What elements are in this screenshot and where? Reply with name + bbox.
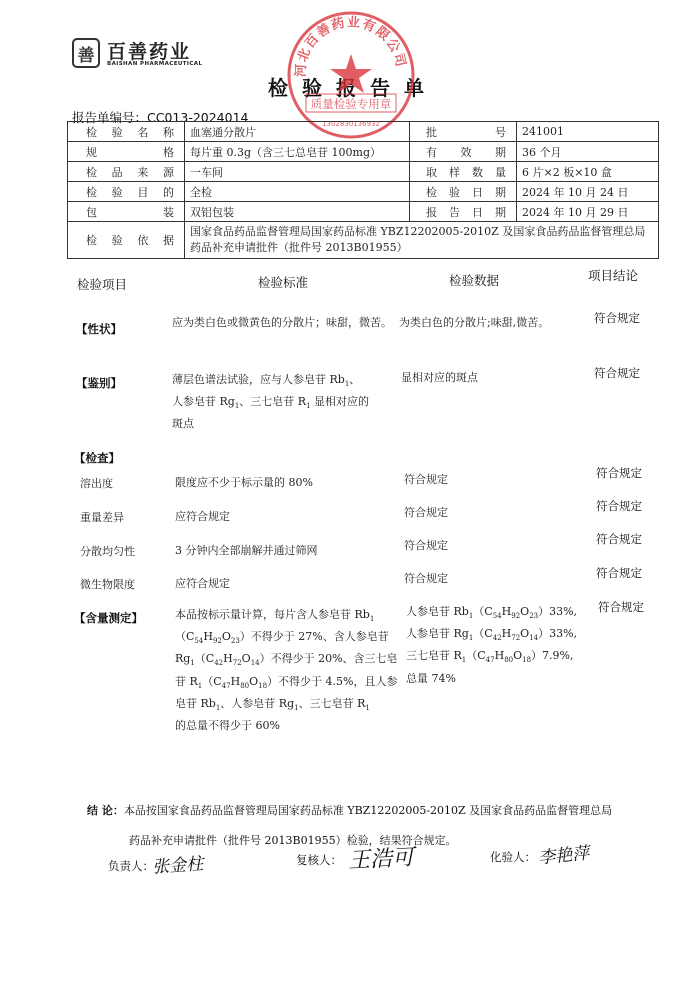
section-appearance-label: 【性状】 bbox=[76, 322, 122, 336]
dispersion-label: 分散均匀性 bbox=[80, 545, 135, 558]
microbial-standard: 应符合规定 bbox=[175, 577, 230, 590]
conclusion-text-1: 本品按国家食品药品监督管理局国家药品标准 YBZ12202005-2010Z 及国家食品药品监督管理总局 bbox=[123, 804, 613, 817]
basis-value: 国家食品药品监督管理局国家药品标准 YBZ12202005-2010Z 及国家食品药品监督管理总局药品补充申请批件（批件号 2013B01955） bbox=[185, 222, 659, 259]
package-label: 包装 bbox=[68, 202, 185, 222]
svg-text:河北百善药业有限公司: 河北百善药业有限公司 bbox=[293, 15, 409, 78]
test-date-value: 2024 年 10 月 24 日 bbox=[517, 182, 659, 202]
table-row bbox=[68, 222, 659, 259]
column-header-data: 检验数据 bbox=[449, 273, 500, 288]
logo-glyph: 善 bbox=[77, 45, 95, 66]
responsible-signature: 张金柱 bbox=[151, 854, 204, 878]
report-date-value: 2024 年 10 月 29 日 bbox=[517, 202, 659, 222]
batch-value: 241001 bbox=[517, 122, 659, 142]
identification-conclusion: 符合规定 bbox=[594, 366, 640, 380]
name-label: 检验名称 bbox=[68, 122, 185, 142]
assay-data: 人参皂苷 $Rb_1(C_{54}H_{92}O_{23})33\%$, 人参皂苷 $Rg_1(C_{42}H_{72}O_{14})33\%$, 三七皂苷 $R_1(C_{47}H_{80}O_{18})7.9\%$, 总量 74% bbox=[406, 605, 578, 685]
microbial-conclusion: 符合规定 bbox=[596, 566, 642, 580]
spec-value: 每片重 0.3g（含三七总皂苷 100mg） bbox=[185, 142, 410, 162]
source-value: 一车间 bbox=[185, 162, 410, 182]
column-header-item: 检验项目 bbox=[77, 277, 128, 292]
dispersion-data: 符合规定 bbox=[404, 539, 448, 552]
test-date-label: 检验日期 bbox=[410, 182, 517, 202]
table-row bbox=[68, 142, 659, 162]
identification-standard: 薄层色谱法试验，应与人参皂苷 $Rb_1$、 人参皂苷 $Rg_1$、三七皂苷 $R_1$ 显相对应的 斑点 bbox=[172, 373, 370, 431]
product-info-table bbox=[67, 121, 659, 259]
appearance-conclusion: 符合规定 bbox=[594, 311, 640, 325]
table-row bbox=[68, 162, 659, 182]
package-value: 双铝包装 bbox=[185, 202, 410, 222]
appearance-data: 为类白色的分散片;味甜,微苦。 bbox=[399, 316, 550, 329]
source-label: 检品来源 bbox=[68, 162, 185, 182]
table-row bbox=[68, 202, 659, 222]
dissolution-standard: 限度应不少于标示量的 80% bbox=[175, 476, 313, 489]
reviewer-signature: 王浩可 bbox=[347, 845, 415, 874]
star-icon bbox=[330, 54, 372, 93]
dissolution-conclusion: 符合规定 bbox=[596, 466, 642, 480]
company-logo bbox=[72, 38, 100, 68]
dissolution-data: 符合规定 bbox=[404, 473, 448, 486]
sample-label: 取样数量 bbox=[410, 162, 517, 182]
column-header-conclusion: 项目结论 bbox=[588, 268, 639, 283]
weight-standard: 应符合规定 bbox=[175, 510, 230, 523]
spec-label: 规格 bbox=[68, 142, 185, 162]
sample-value: 6 片×2 板×10 盒 bbox=[517, 162, 659, 182]
company-name-en: BAISHAN PHARMACEUTICAL bbox=[107, 61, 203, 67]
basis-label: 检验依据 bbox=[68, 222, 185, 259]
assay-standard: 本品按标示量计算，每片含人参皂苷 $Rb_1$ $(C_{54}H_{92}O_{23})$不得少于 27%、含人参皂苷 $Rg_1(C_{42}H_{72}O_{14})$不得少于 20%、含三七皂 苷 $R_1(C_{47}H_{80}O_{18})$不得少于 4.5%，且人参 皂苷 $Rb_1$、人参皂苷 $Rg_1$、三七皂苷 $R_1$ 的总量不得少于 60% bbox=[175, 608, 398, 732]
reviewer-label: 复核人： bbox=[296, 853, 342, 867]
appearance-standard: 应为类白色或微黄色的分散片；味甜，微苦。 bbox=[172, 316, 392, 329]
column-header-standard: 检验标准 bbox=[258, 275, 309, 290]
batch-label: 批号 bbox=[410, 122, 517, 142]
microbial-label: 微生物限度 bbox=[80, 578, 135, 591]
report-date-label: 报告日期 bbox=[410, 202, 517, 222]
weight-data: 符合规定 bbox=[404, 506, 448, 519]
page-title: 检验报告单 bbox=[268, 76, 438, 100]
name-value: 血塞通分散片 bbox=[185, 122, 410, 142]
report-number: 报告单编号：CC013-2024014 bbox=[72, 110, 249, 125]
responsible-label: 负责人： bbox=[108, 859, 154, 873]
dispersion-conclusion: 符合规定 bbox=[596, 532, 642, 546]
identification-data: 显相对应的斑点 bbox=[401, 371, 478, 384]
purpose-value: 全检 bbox=[185, 182, 410, 202]
conclusion-text-2: 药品补充申请批件（批件号 2013B01955）检验，结果符合规定。 bbox=[129, 834, 457, 847]
table-row bbox=[68, 182, 659, 202]
weight-conclusion: 符合规定 bbox=[596, 499, 642, 513]
tester-label: 化验人： bbox=[490, 850, 536, 864]
assay-conclusion: 符合规定 bbox=[598, 600, 644, 614]
purpose-label: 检验目的 bbox=[68, 182, 185, 202]
tester-signature: 李艳萍 bbox=[537, 843, 591, 869]
dissolution-label: 溶出度 bbox=[80, 477, 113, 490]
microbial-data: 符合规定 bbox=[404, 572, 448, 585]
section-inspection-label: 【检查】 bbox=[74, 451, 120, 465]
table-row bbox=[68, 122, 659, 142]
expiry-value: 36 个月 bbox=[517, 142, 659, 162]
expiry-label: 有效期 bbox=[410, 142, 517, 162]
section-identification-label: 【鉴别】 bbox=[76, 376, 122, 390]
svg-text:质量检验专用章: 质量检验专用章 bbox=[310, 97, 392, 111]
company-name-cn: 百善药业 bbox=[107, 41, 192, 63]
svg-text:1302830136932: 1302830136932 bbox=[322, 120, 380, 128]
dispersion-standard: 3 分钟内全部崩解并通过筛网 bbox=[175, 544, 318, 557]
conclusion-label: 结 论： bbox=[87, 804, 124, 817]
weight-label: 重量差异 bbox=[80, 511, 124, 524]
section-assay-label: 【含量测定】 bbox=[74, 611, 143, 625]
